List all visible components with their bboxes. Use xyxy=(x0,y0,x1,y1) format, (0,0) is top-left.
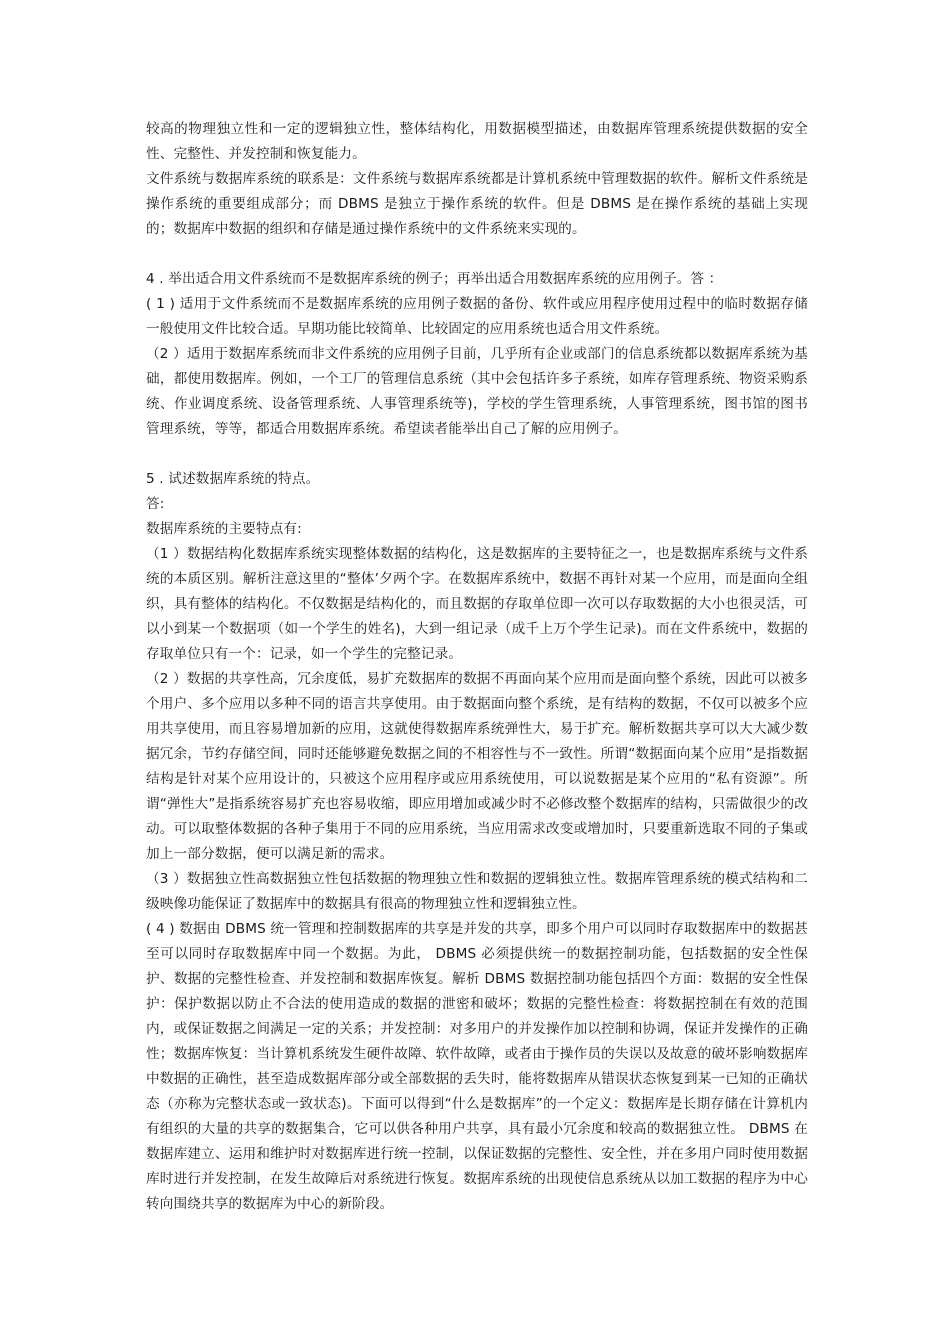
answer-4-item-2: （2 ）适用于数据库系统而非文件系统的应用例子目前，几乎所有企业或部门的信息系统都以数据库系统为基础，都使用数据库。例如，一个工厂的管理信息系统（其中会包括许多子系统，如库存管理系统、物资采购系统、作业调度系统、设备管理系统、人事管理系统等)，学校的学生管理系统，人事管理系统，图书馆的图书管理系统，等等，都适合用数据库系统。希望读者能举出自己了解的应用例子。 xyxy=(146,346,808,437)
answer-label: 答: xyxy=(146,496,165,512)
blank-line xyxy=(146,242,808,267)
answer-5-item-2: （2 ）数据的共享性高，冗余度低，易扩充数据库的数据不再面向某个应用而是面向整个系统，因此可以被多个用户、多个应用以多种不同的语言共享使用。由于数据面向整个系统，是有结构的数据，不仅可以被多个应用共享使用，而且容易增加新的应用，这就使得数据库系统弹性大，易于扩充。解析数据共享可以大大减少数据冗余，节约存储空间，同时还能够避免数据之间的不相容性与不一致性。所谓“数据面向某个应用”是指数据结构是针对某个应用设计的，只被这个应用程序或应用系统使用，可以说数据是某个应用的“私有资源”。所谓“弹性大”是指系统容易扩充也容易收缩，即应用增加或减少时不必修改整个数据库的结构，只需做很少的改动。可以取整体数据的各种子集用于不同的应用系统，当应用需求改变或增加时，只要重新选取不同的子集或加上一部分数据，便可以满足新的需求。 xyxy=(146,671,808,862)
answer-4-item-1: ( 1 ) 适用于文件系统而不是数据库系统的应用例子数据的备份、软件或应用程序使用过程中的临时数据存储一般使用文件比较合适。早期功能比较简单、比较固定的应用系统也适合用文件系统。 xyxy=(146,296,808,337)
answer-5-item-3: （3 ）数据独立性高数据独立性包括数据的物理独立性和数据的逻辑独立性。数据库管理系统的模式结构和二级映像功能保证了数据库中的数据具有很高的物理独立性和逻辑独立性。 xyxy=(146,871,808,912)
answer-5-item-1: （1 ）数据结构化数据库系统实现整体数据的结构化，这是数据库的主要特征之一，也是数据库系统与文件系统的本质区别。解析注意这里的“整体’夕两个字。在数据库系统中，数据不再针对某一个应用，而是面向全组织，具有整体的结构化。不仅数据是结构化的，而且数据的存取单位即一次可以存取数据的大小也很灵活，可以小到某一个数据项（如一个学生的姓名)，大到一组记录（成千上万个学生记录)。而在文件系统中，数据的存取单位只有一个：记录，如一个学生的完整记录。 xyxy=(146,546,808,662)
answer-5-intro: 数据库系统的主要特点有: xyxy=(146,521,302,537)
document-body xyxy=(146,117,808,1217)
paragraph-db-features-end: 较高的物理独立性和一定的逻辑独立性，整体结构化，用数据模型描述，由数据库管理系统提供数据的安全性、完整性、并发控制和恢复能力。 xyxy=(146,121,808,162)
question-5-heading: 5 . 试述数据库系统的特点。 xyxy=(146,471,320,487)
blank-line xyxy=(146,442,808,467)
answer-5-item-4: ( 4 ) 数据由 DBMS 统一管理和控制数据库的共享是并发的共享，即多个用户可以同时存取数据库中的数据甚至可以同时存取数据库中同一个数据。为此， DBMS 必须提供统一的数据控制功能，包括数据的安全性保护、数据的完整性检查、并发控制和数据库恢复。解析 DBMS 数据控制功能包括四个方面：数据的安全性保护：保护数据以防止不合法的使用造成的数据的泄密和破坏；数据的完整性检查：将数据控制在有效的范围内，或保证数据之间满足一定的关系；并发控制：对多用户的并发操作加以控制和协调，保证并发操作的正确性；数据库恢复：当计算机系统发生硬件故障、软件故障，或者由于操作员的失误以及故意的破坏影响数据库中数据的正确性，甚至造成数据库部分或全部数据的丢失时，能将数据库从错误状态恢复到某一已知的正确状态（亦称为完整状态或一致状态)。下面可以得到“什么是数据库”的一个定义：数据库是长期存储在计算机内有组织的大量的共享的数据集合，它可以供各种用户共享，具有最小冗余度和较高的数据独立性。 DBMS 在数据库建立、运用和维护时对数据库进行统一控制，以保证数据的完整性、安全性，并在多用户同时使用数据库时进行并发控制，在发生故障后对系统进行恢复。数据库系统的出现使信息系统从以加工数据的程序为中心转向围绕共享的数据库为中心的新阶段。 xyxy=(146,921,808,1212)
question-4-heading: 4 . 举出适合用文件系统而不是数据库系统的例子；再举出适合用数据库系统的应用例子。答 ： xyxy=(146,271,723,287)
paragraph-file-vs-db-relation: 文件系统与数据库系统的联系是：文件系统与数据库系统都是计算机系统中管理数据的软件。解析文件系统是操作系统的重要组成部分；而 DBMS 是独立于操作系统的软件。但是 DBMS 是在操作系统的基础上实现的；数据库中数据的组织和存储是通过操作系统中的文件系统来实现的。 xyxy=(146,171,808,237)
